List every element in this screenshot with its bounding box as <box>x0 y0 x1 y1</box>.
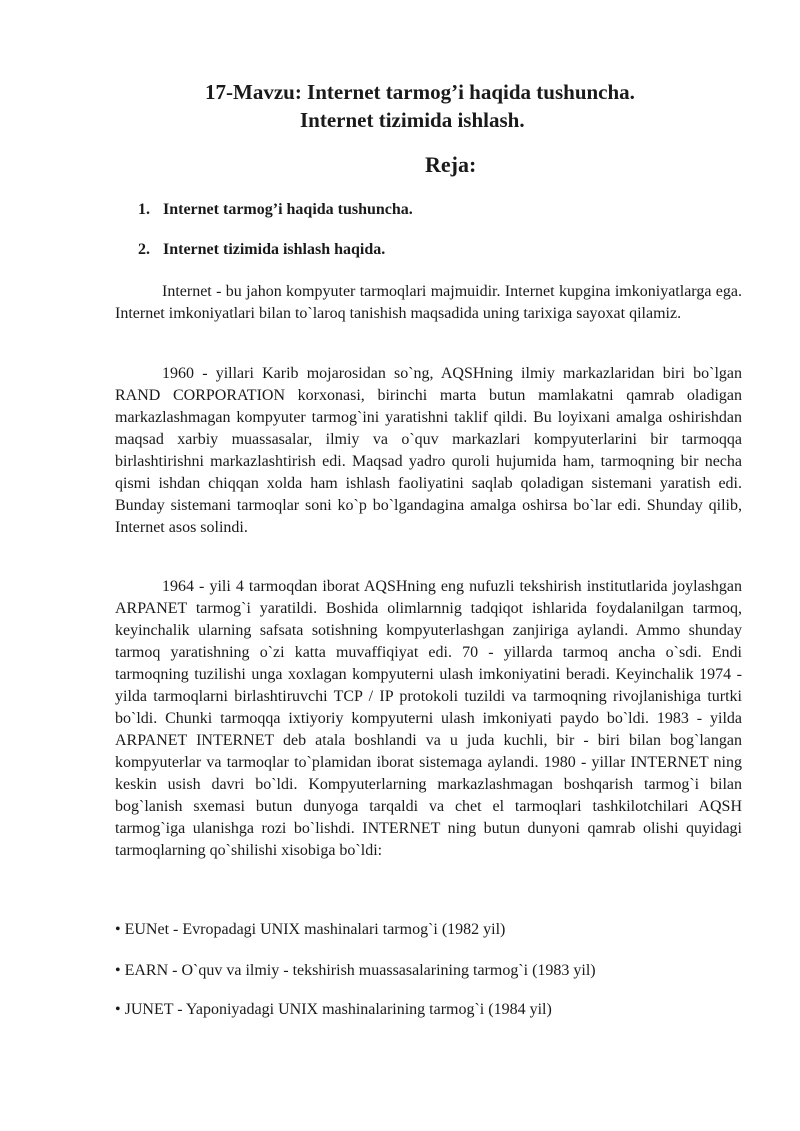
bullet-item-junet: • JUNET - Yaponiyadagi UNIX mashinalarining tarmog`i (1984 yil) <box>115 1001 552 1018</box>
paragraph-history-1960: 1960 - yillari Karib mojarosidan so`ng, AQSHning ilmiy markazlaridan biri bo`lgan RAND CORPORATION korxonasi, birinchi marta butun mamlakatni qamrab oladigan markazlashmagan kompyuter tarmog`ini yaratishni taklif qildi. Bu loyixani amalga oshirishdan maqsad xarbiy muassasalar, ilmiy va o`quv markazlari kompyuterlarini bir tarmoqqa birlashtirishni markazlashtirish edi. Maqsad yadro quroli hujumida ham, tarmoqning bir necha qismi ishdan chiqqan xolda ham ishlash faoliyatini saqlab qoladigan sistemani yaratish edi. Bunday sistemani tarmoqlar soni ko`p bo`lgandagina amalga oshirsa bo`lar edi. Shunday qilib, Internet asos solindi. <box>115 365 742 536</box>
plan-item <box>138 200 413 220</box>
paragraph-history-1964: 1964 - yili 4 tarmoqdan iborat AQSHning eng nufuzli tekshirish institutlarida joylashgan ARPANET tarmog`i yaratildi. Boshida olimlarnnig tadqiqot ishlarida foydalanilgan tarmoq, keyinchalik ularning safsata sotishning kompyuterlashgan zanjiriga aylandi. Ammo shunday tarmoq yaratishning o`zi katta muvaffiqiyat edi. 70 - yillarda tarmoq ancha o`sdi. Endi tarmoqning tuzilishi unga xoxlagan kompyuterni ulash imkoniyatini beradi. Keyinchalik 1974 - yilda tarmoqlarni birlashtiruvchi TCP / IP protokoli tuzildi va tarmoqning rivojlanishiga turtki bo`ldi. Chunki tarmoqqa ixtiyoriy kompyuterni ulash imkoniyati paydo bo`ldi. 1983 - yilda ARPANET INTERNET deb atala boshlandi va u juda kuchli, bir - biri bilan bog`langan kompyuterlar va tarmoqlar to`plamidan iborat sistemaga aylandi. 1980 - yillar INTERNET ning keskin usish davri bo`ldi. Kompyuterlarning markazlashmagan boshqarish tarmog`i bilan bog`lanish sxemasi butun dunyoga tarqaldi va chet el tarmoqlari tashkilotchilari AQSH tarmog`iga ulanishga rozi bo`lishdi. INTERNET ning butun dunyoni qamrab olishi quyidagi tarmoqlarning qo`shilishi xisobiga bo`ldi: <box>115 578 742 859</box>
document-title-line-1: 17-Mavzu: Internet tarmog’i haqida tushuncha. <box>205 80 635 104</box>
document-title-line-2: Internet tizimida ishlash. <box>300 108 525 132</box>
bullet-item-eunet: • EUNet - Evropadagi UNIX mashinalari tarmog`i (1982 yil) <box>115 921 506 938</box>
bullet-item-earn: • EARN - O`quv va ilmiy - tekshirish muassasalarining tarmog`i (1983 yil) <box>115 962 596 979</box>
plan-item-number: 2. <box>138 241 150 258</box>
plan-item-text: Internet tarmog’i haqida tushuncha. <box>163 201 413 218</box>
plan-item <box>138 240 385 260</box>
plan-item-text: Internet tizimida ishlash haqida. <box>163 241 386 258</box>
plan-heading: Reja: <box>425 152 477 177</box>
paragraph-intro: Internet - bu jahon kompyuter tarmoqlari majmuidir. Internet kupgina imkoniyatlarga ega. Internet imkoniyatlari bilan to`laroq tanishish maqsadida uning tarixiga sayoxat qilamiz. <box>115 283 742 322</box>
plan-item-number: 1. <box>138 201 150 218</box>
